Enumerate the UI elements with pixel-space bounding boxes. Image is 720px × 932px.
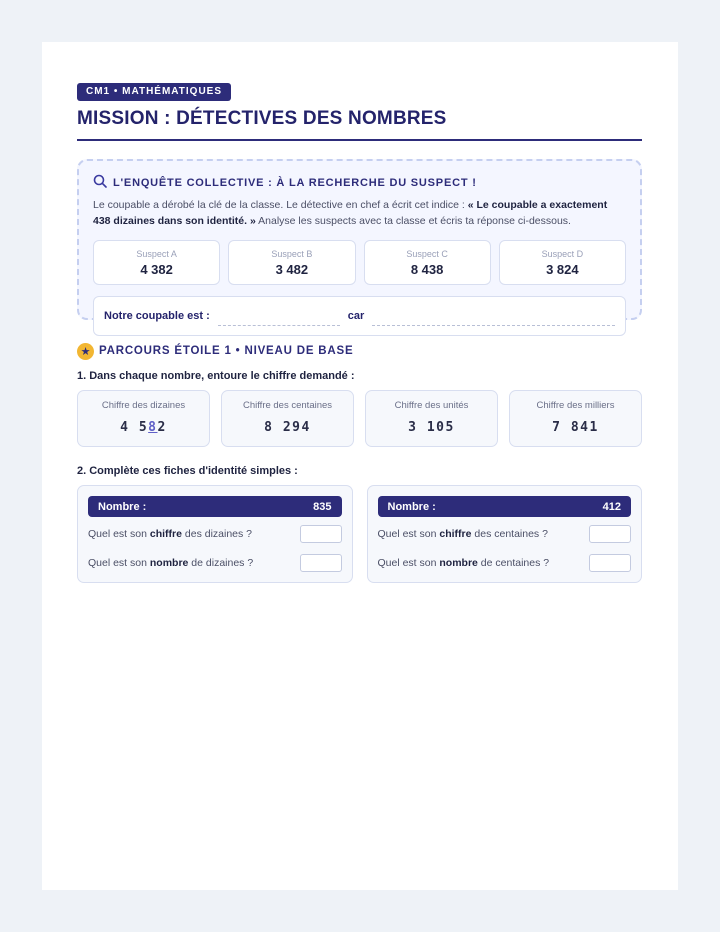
suspect-list — [93, 240, 626, 285]
page-title: MISSION : DÉTECTIVES DES NOMBRES — [77, 108, 447, 129]
identity-card-412 — [367, 485, 643, 583]
identity-question — [88, 525, 342, 543]
digit-label: Chiffre des centaines — [242, 400, 333, 411]
enquete-intro: Le coupable a dérobé la clé de la classe. Le détective en chef a écrit cet indice : — [93, 199, 468, 211]
suspect-value: 3 824 — [546, 262, 579, 277]
digit-card-centaines — [221, 390, 354, 447]
suspect-label: Suspect C — [406, 249, 448, 259]
digit-card-milliers — [509, 390, 642, 447]
suspect-card-c — [364, 240, 491, 285]
identity-question — [378, 525, 632, 543]
question-text: Quel est son chiffre des dizaines ? — [88, 528, 253, 540]
digit-number[interactable]: 8 294 — [264, 420, 311, 435]
answer-input[interactable] — [300, 554, 342, 572]
digit-exercise — [77, 390, 642, 447]
identity-question — [378, 554, 632, 572]
parcours-header — [77, 342, 642, 360]
star-icon: ★ — [77, 343, 94, 360]
suspect-label: Suspect B — [271, 249, 313, 259]
enquete-panel — [77, 159, 642, 320]
identity-question — [88, 554, 342, 572]
digit-number[interactable]: 4 582 — [120, 420, 167, 435]
digit-number[interactable]: 7 841 — [552, 420, 599, 435]
identity-cards — [77, 485, 642, 583]
question-text: Quel est son chiffre des centaines ? — [377, 528, 548, 540]
suspect-card-a — [93, 240, 220, 285]
answer-input[interactable] — [589, 525, 631, 543]
parcours-title: PARCOURS ÉTOILE 1 • NIVEAU DE BASE — [99, 345, 354, 357]
suspect-value: 8 438 — [410, 262, 444, 277]
answer-box — [93, 296, 626, 336]
worksheet-page — [42, 42, 678, 890]
digit-label: Chiffre des milliers — [536, 400, 615, 411]
title-divider — [77, 139, 642, 141]
identity-card-label: Nombre : — [387, 500, 436, 513]
reason-answer-line[interactable] — [372, 311, 615, 326]
suspect-value: 3 482 — [275, 262, 309, 277]
search-icon — [93, 174, 107, 193]
digit-card-dizaines — [77, 390, 210, 447]
answer-input[interactable] — [300, 525, 342, 543]
digit-number[interactable]: 3 105 — [408, 420, 455, 435]
identity-card-header — [378, 496, 632, 517]
identity-card-number: 412 — [602, 500, 621, 513]
enquete-title: L'ENQUÊTE COLLECTIVE : À LA RECHERCHE DU SUSPECT ! — [113, 177, 477, 189]
identity-card-header — [88, 496, 342, 517]
identity-card-835 — [77, 485, 353, 583]
subject-badge: CM1 • MATHÉMATIQUES — [77, 83, 231, 101]
digit-label: Chiffre des dizaines — [101, 400, 186, 411]
question-text: Quel est son nombre de dizaines ? — [88, 557, 254, 569]
enquete-text — [93, 197, 626, 229]
question-text: Quel est son nombre de centaines ? — [377, 557, 550, 569]
identity-card-number: 835 — [313, 500, 332, 513]
because-label: car — [347, 310, 365, 322]
question-2: 2. Complète ces fiches d'identité simples : — [77, 465, 298, 477]
question-1: 1. Dans chaque nombre, entoure le chiffre demandé : — [77, 370, 355, 382]
suspect-label: Suspect A — [136, 249, 177, 259]
suspect-card-d — [499, 240, 626, 285]
worksheet-content — [77, 81, 642, 583]
suspect-value: 4 382 — [140, 262, 173, 277]
suspect-card-b — [228, 240, 355, 285]
culprit-answer-line[interactable] — [218, 311, 340, 326]
suspect-label: Suspect D — [541, 249, 584, 259]
enquete-header — [93, 175, 626, 191]
enquete-instructions: Analyse les suspects avec ta classe et écris ta réponse ci-dessous. — [255, 215, 571, 227]
answer-label: Notre coupable est : — [104, 310, 210, 322]
answer-input[interactable] — [589, 554, 631, 572]
digit-label: Chiffre des unités — [394, 400, 469, 411]
highlighted-digit: 8 — [148, 420, 158, 435]
identity-card-label: Nombre : — [98, 500, 147, 513]
enquete-clue: « Le coupable a exactement 438 dizaines dans son identité. » — [93, 199, 608, 227]
digit-card-unites — [365, 390, 498, 447]
